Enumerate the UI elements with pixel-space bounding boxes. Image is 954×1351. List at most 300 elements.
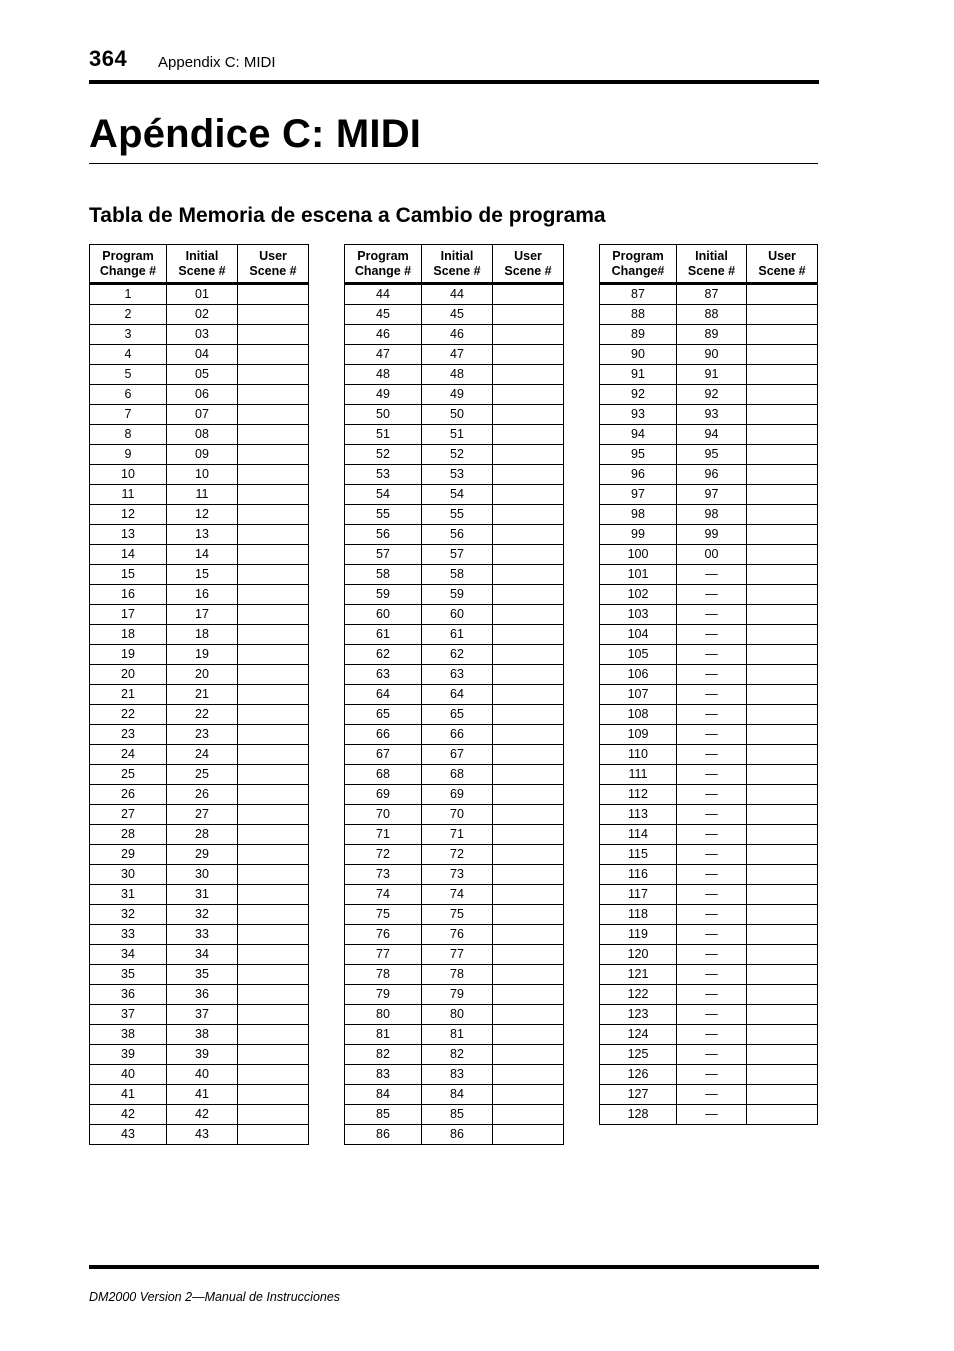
cell-initial-scene: — [677,1065,747,1085]
cell-initial-scene: 03 [167,325,238,345]
column-header-line: Scene # [758,263,806,278]
cell-initial-scene: 35 [167,965,238,985]
cell-user-scene [747,545,818,565]
table-row [90,785,309,805]
cell-initial-scene: — [677,905,747,925]
cell-user-scene [238,545,309,565]
cell-initial-scene: — [677,725,747,745]
cell-program-change: 83 [345,1065,422,1085]
cell-initial-scene: — [677,1105,747,1125]
table-row [90,284,309,305]
cell-user-scene [493,905,564,925]
table-row [90,545,309,565]
cell-user-scene [238,645,309,665]
cell-initial-scene: — [677,645,747,665]
column-header-line: Scene # [178,263,226,278]
cell-user-scene [493,505,564,525]
cell-initial-scene: 36 [167,985,238,1005]
cell-program-change: 17 [90,605,167,625]
table-row [345,545,564,565]
cell-program-change: 110 [600,745,677,765]
table-row [600,525,818,545]
table-row [90,745,309,765]
cell-user-scene [493,1025,564,1045]
cell-user-scene [493,1105,564,1125]
cell-initial-scene: 70 [422,805,493,825]
cell-program-change: 108 [600,705,677,725]
table-row [345,1025,564,1045]
cell-program-change: 13 [90,525,167,545]
cell-user-scene [747,385,818,405]
table-row [345,845,564,865]
cell-user-scene [493,625,564,645]
table-row [345,645,564,665]
cell-program-change: 23 [90,725,167,745]
cell-initial-scene: 95 [677,445,747,465]
table-row [600,325,818,345]
cell-program-change: 58 [345,565,422,585]
cell-initial-scene: — [677,885,747,905]
cell-user-scene [493,985,564,1005]
cell-initial-scene: 99 [677,525,747,545]
cell-program-change: 94 [600,425,677,445]
cell-initial-scene: 26 [167,785,238,805]
cell-initial-scene: 56 [422,525,493,545]
cell-program-change: 42 [90,1105,167,1125]
table-row [600,865,818,885]
cell-initial-scene: 11 [167,485,238,505]
table-row [345,585,564,605]
column-header-line: Change # [99,263,157,278]
cell-user-scene [493,1085,564,1105]
cell-user-scene [493,665,564,685]
cell-program-change: 67 [345,745,422,765]
column-header-line: Initial [695,248,728,263]
scene-program-table-1 [89,244,309,1145]
cell-initial-scene: 50 [422,405,493,425]
cell-program-change: 46 [345,325,422,345]
cell-user-scene [747,565,818,585]
table-row [345,345,564,365]
cell-user-scene [747,1105,818,1125]
cell-program-change: 40 [90,1065,167,1085]
table-row [90,965,309,985]
cell-initial-scene: 57 [422,545,493,565]
table-row [90,625,309,645]
column-header-user-scene [238,245,309,284]
cell-program-change: 112 [600,785,677,805]
table-row [600,585,818,605]
cell-user-scene [747,825,818,845]
table-row [90,985,309,1005]
cell-initial-scene: 90 [677,345,747,365]
cell-user-scene [493,325,564,345]
cell-program-change: 29 [90,845,167,865]
cell-user-scene [747,305,818,325]
cell-program-change: 34 [90,945,167,965]
table-row [600,885,818,905]
cell-initial-scene: 82 [422,1045,493,1065]
cell-program-change: 50 [345,405,422,425]
cell-program-change: 75 [345,905,422,925]
cell-initial-scene: 84 [422,1085,493,1105]
column-header-line: Initial [185,248,219,263]
cell-initial-scene: 88 [677,305,747,325]
cell-user-scene [493,425,564,445]
cell-initial-scene: 98 [677,505,747,525]
cell-program-change: 57 [345,545,422,565]
table-row [345,685,564,705]
table-row [600,425,818,445]
table-row [90,605,309,625]
cell-user-scene [238,905,309,925]
cell-initial-scene: — [677,1085,747,1105]
cell-program-change: 66 [345,725,422,745]
table-row [600,605,818,625]
table-row [600,905,818,925]
cell-program-change: 121 [600,965,677,985]
cell-program-change: 93 [600,405,677,425]
cell-program-change: 97 [600,485,677,505]
cell-program-change: 95 [600,445,677,465]
cell-user-scene [238,585,309,605]
cell-initial-scene: 86 [422,1125,493,1145]
cell-initial-scene: 89 [677,325,747,345]
cell-user-scene [747,965,818,985]
cell-initial-scene: — [677,745,747,765]
cell-program-change: 62 [345,645,422,665]
table-row [90,305,309,325]
cell-initial-scene: 87 [677,284,747,305]
cell-initial-scene: — [677,1005,747,1025]
cell-user-scene [747,1065,818,1085]
cell-initial-scene: 55 [422,505,493,525]
cell-program-change: 96 [600,465,677,485]
table-row [345,505,564,525]
cell-user-scene [238,965,309,985]
table-row [90,465,309,485]
cell-initial-scene: 62 [422,645,493,665]
cell-program-change: 18 [90,625,167,645]
column-header-line: Scene # [433,263,481,278]
table-row [345,605,564,625]
cell-program-change: 76 [345,925,422,945]
cell-program-change: 124 [600,1025,677,1045]
cell-initial-scene: — [677,565,747,585]
table-row [600,725,818,745]
table-row [345,965,564,985]
cell-initial-scene: 44 [422,284,493,305]
cell-user-scene [493,305,564,325]
table-row [345,405,564,425]
table-row [345,1065,564,1085]
cell-user-scene [238,665,309,685]
cell-user-scene [747,325,818,345]
column-header-line: Program [357,248,409,263]
cell-user-scene [238,345,309,365]
cell-initial-scene: 59 [422,585,493,605]
cell-program-change: 102 [600,585,677,605]
cell-user-scene [238,445,309,465]
table-row [600,965,818,985]
cell-program-change: 41 [90,1085,167,1105]
cell-program-change: 69 [345,785,422,805]
table-row [345,905,564,925]
table-row [90,1005,309,1025]
cell-user-scene [238,925,309,945]
table-row [600,1065,818,1085]
table-row [345,1105,564,1125]
table-row [600,985,818,1005]
cell-program-change: 113 [600,805,677,825]
cell-program-change: 118 [600,905,677,925]
table-row [345,865,564,885]
cell-user-scene [493,805,564,825]
cell-initial-scene: 69 [422,785,493,805]
cell-program-change: 12 [90,505,167,525]
cell-user-scene [493,345,564,365]
table-row [600,765,818,785]
cell-user-scene [747,685,818,705]
table-header-row [345,245,564,284]
cell-initial-scene: — [677,825,747,845]
cell-program-change: 39 [90,1045,167,1065]
table-header-row [90,245,309,284]
table-row [345,465,564,485]
cell-program-change: 16 [90,585,167,605]
cell-initial-scene: 73 [422,865,493,885]
cell-user-scene [493,1045,564,1065]
table-row [600,545,818,565]
cell-initial-scene: 76 [422,925,493,945]
cell-initial-scene: 68 [422,765,493,785]
cell-user-scene [238,605,309,625]
cell-user-scene [747,925,818,945]
table-row [600,405,818,425]
cell-initial-scene: 00 [677,545,747,565]
cell-program-change: 120 [600,945,677,965]
cell-initial-scene: 14 [167,545,238,565]
cell-initial-scene: 21 [167,685,238,705]
cell-program-change: 2 [90,305,167,325]
cell-user-scene [238,1025,309,1045]
cell-initial-scene: 12 [167,505,238,525]
cell-user-scene [493,284,564,305]
footer-text: DM2000 Version 2—Manual de Instrucciones [89,1290,341,1304]
cell-initial-scene: 18 [167,625,238,645]
column-header-program-change [90,245,167,284]
cell-user-scene [747,765,818,785]
cell-program-change: 32 [90,905,167,925]
column-header-line: User [514,248,542,263]
cell-user-scene [747,805,818,825]
cell-program-change: 55 [345,505,422,525]
scene-program-table-2 [344,244,564,1145]
cell-initial-scene: 78 [422,965,493,985]
cell-initial-scene: — [677,865,747,885]
cell-initial-scene: — [677,625,747,645]
cell-program-change: 106 [600,665,677,685]
cell-initial-scene: 91 [677,365,747,385]
column-header-line: Program [102,248,154,263]
cell-program-change: 4 [90,345,167,365]
table-row [90,1125,309,1145]
cell-program-change: 33 [90,925,167,945]
cell-user-scene [238,1065,309,1085]
cell-program-change: 15 [90,565,167,585]
cell-initial-scene: 60 [422,605,493,625]
cell-program-change: 22 [90,705,167,725]
cell-program-change: 81 [345,1025,422,1045]
cell-user-scene [493,1125,564,1145]
cell-program-change: 51 [345,425,422,445]
cell-program-change: 60 [345,605,422,625]
cell-program-change: 78 [345,965,422,985]
cell-program-change: 107 [600,685,677,705]
cell-initial-scene: 45 [422,305,493,325]
table-row [90,365,309,385]
cell-user-scene [238,705,309,725]
cell-user-scene [238,405,309,425]
table-row [345,1005,564,1025]
header-rule [89,80,819,84]
cell-initial-scene: 75 [422,905,493,925]
cell-program-change: 26 [90,785,167,805]
cell-user-scene [747,845,818,865]
cell-user-scene [493,765,564,785]
cell-initial-scene: — [677,605,747,625]
cell-user-scene [747,585,818,605]
table-row [345,925,564,945]
cell-initial-scene: 83 [422,1065,493,1085]
cell-user-scene [747,725,818,745]
cell-initial-scene: 13 [167,525,238,545]
cell-user-scene [747,865,818,885]
cell-initial-scene: 42 [167,1105,238,1125]
cell-initial-scene: 16 [167,585,238,605]
cell-program-change: 47 [345,345,422,365]
cell-user-scene [238,565,309,585]
cell-user-scene [747,365,818,385]
cell-initial-scene: 06 [167,385,238,405]
table-row [345,1125,564,1145]
cell-user-scene [493,605,564,625]
cell-user-scene [493,485,564,505]
cell-initial-scene: 93 [677,405,747,425]
cell-initial-scene: 09 [167,445,238,465]
cell-program-change: 105 [600,645,677,665]
cell-program-change: 53 [345,465,422,485]
cell-program-change: 77 [345,945,422,965]
cell-user-scene [747,905,818,925]
cell-user-scene [493,405,564,425]
table-row [90,385,309,405]
cell-program-change: 10 [90,465,167,485]
table-row [345,665,564,685]
table-row [90,925,309,945]
cell-initial-scene: 39 [167,1045,238,1065]
cell-program-change: 8 [90,425,167,445]
cell-initial-scene: — [677,685,747,705]
table-row [345,945,564,965]
column-header-user-scene [747,245,818,284]
cell-program-change: 98 [600,505,677,525]
cell-initial-scene: — [677,785,747,805]
scene-program-table-3 [599,244,818,1125]
table-row [345,805,564,825]
cell-program-change: 54 [345,485,422,505]
table-row [90,805,309,825]
cell-initial-scene: 22 [167,705,238,725]
table-row [90,845,309,865]
cell-program-change: 114 [600,825,677,845]
table-row [90,445,309,465]
cell-user-scene [747,605,818,625]
cell-initial-scene: — [677,1025,747,1045]
cell-user-scene [238,1085,309,1105]
column-header-line: Scene # [249,263,297,278]
cell-initial-scene: 52 [422,445,493,465]
cell-user-scene [747,645,818,665]
cell-user-scene [747,284,818,305]
cell-program-change: 59 [345,585,422,605]
cell-user-scene [493,365,564,385]
table-header-row [600,245,818,284]
cell-user-scene [747,1025,818,1045]
cell-initial-scene: — [677,965,747,985]
cell-initial-scene: 92 [677,385,747,405]
table-row [90,425,309,445]
table-row [90,1045,309,1065]
cell-program-change: 38 [90,1025,167,1045]
cell-program-change: 100 [600,545,677,565]
cell-user-scene [747,885,818,905]
table-row [600,284,818,305]
column-header-line: User [259,248,287,263]
cell-user-scene [238,465,309,485]
chapter-title: Apéndice C: MIDI [89,112,422,156]
cell-initial-scene: 30 [167,865,238,885]
cell-program-change: 89 [600,325,677,345]
cell-program-change: 5 [90,365,167,385]
cell-initial-scene: 17 [167,605,238,625]
cell-user-scene [238,865,309,885]
cell-program-change: 111 [600,765,677,785]
cell-initial-scene: 15 [167,565,238,585]
table-row [345,365,564,385]
cell-program-change: 37 [90,1005,167,1025]
table-row [600,365,818,385]
cell-user-scene [238,505,309,525]
cell-program-change: 80 [345,1005,422,1025]
column-header-line: Scene # [687,263,736,278]
table-row [600,385,818,405]
cell-program-change: 82 [345,1045,422,1065]
cell-user-scene [238,284,309,305]
cell-program-change: 126 [600,1065,677,1085]
cell-user-scene [238,805,309,825]
cell-initial-scene: 71 [422,825,493,845]
cell-program-change: 65 [345,705,422,725]
cell-program-change: 117 [600,885,677,905]
cell-program-change: 36 [90,985,167,1005]
cell-user-scene [238,1005,309,1025]
table-row [600,345,818,365]
cell-initial-scene: 40 [167,1065,238,1085]
cell-initial-scene: 37 [167,1005,238,1025]
cell-user-scene [493,945,564,965]
cell-program-change: 1 [90,284,167,305]
